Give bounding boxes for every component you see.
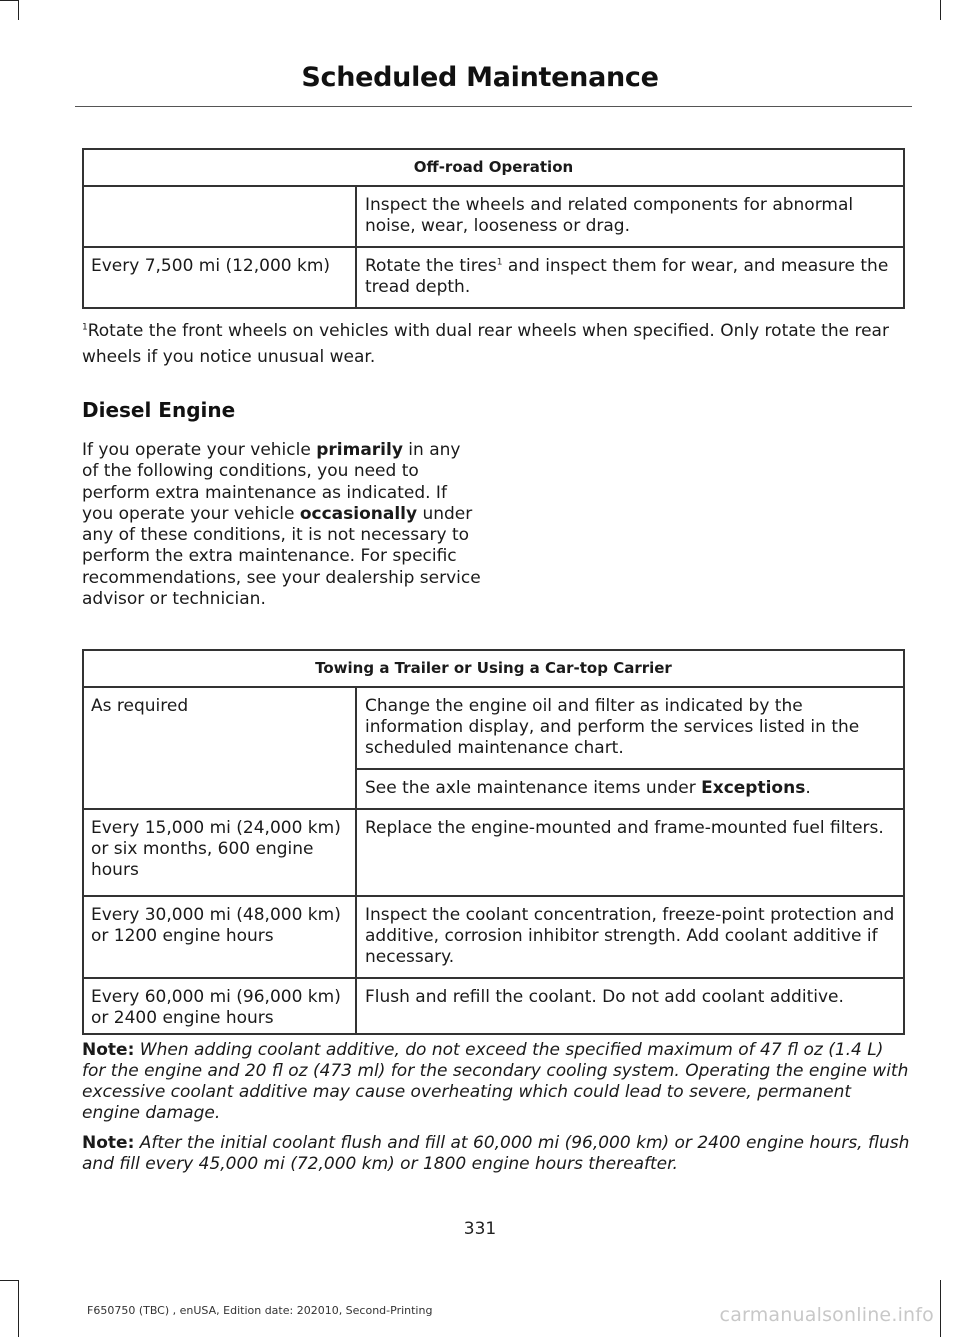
service-cell: Flush and refill the coolant. Do not add coolant additive. <box>356 978 904 1034</box>
intro-text: If you operate your vehicle <box>82 440 317 460</box>
table-row <box>83 978 904 1034</box>
service-cell <box>356 769 904 809</box>
crop-mark <box>940 1280 941 1337</box>
note-text: After the initial coolant flush and fill at 60,000 mi (96,000 km) or 2400 engine hours, flush and fill every 45,000 mi (72,000 km) or 1800 engine hours thereafter. <box>82 1133 910 1174</box>
table-row <box>83 186 904 247</box>
note <box>82 1040 910 1124</box>
offroad-table <box>82 148 905 309</box>
table-row <box>83 247 904 308</box>
crop-mark <box>0 1280 18 1281</box>
watermark: carmanualsonline.info <box>719 1304 934 1326</box>
interval-cell: Every 30,000 mi (48,000 km) or 1200 engine hours <box>83 896 356 978</box>
service-cell: Change the engine oil and filter as indicated by the information display, and perform the services listed in the scheduled maintenance chart. <box>356 687 904 769</box>
crop-mark <box>18 0 19 20</box>
page-number: 331 <box>463 1219 497 1239</box>
interval-cell <box>83 186 356 247</box>
note-text: When adding coolant additive, do not exceed the specified maximum of 47 fl oz (1.4 L) for the engine and 20 fl oz (473 ml) for the secondary cooling system. Operating the engine with excessive coolant additive may cause overheating which could lead to severe, permanent engine damage. <box>82 1040 909 1123</box>
intro-emphasis: primarily <box>316 440 403 460</box>
footnote-marker: 1 <box>496 257 503 268</box>
crop-mark <box>940 0 941 20</box>
interval-cell: Every 7,500 mi (12,000 km) <box>83 247 356 308</box>
intro-text: under any of these conditions, it is not necessary to perform the extra maintenance. For specific recommendations, see your dealership service advisor or technician. <box>82 503 481 610</box>
header-divider <box>75 106 912 107</box>
table-row <box>83 896 904 978</box>
table-row <box>83 809 904 896</box>
table-row <box>83 687 904 769</box>
section-heading: Diesel Engine <box>82 398 236 422</box>
intro-paragraph <box>82 440 482 610</box>
note <box>82 1133 910 1175</box>
crop-mark <box>0 0 18 1</box>
edition-info: F650750 (TBC) , enUSA, Edition date: 202010, Second-Printing <box>87 1304 433 1317</box>
intro-text: in any of the following conditions, you need to perform extra maintenance as indicated. If you operate your vehicle <box>82 440 461 524</box>
towing-table <box>82 649 905 1035</box>
footnote-text: Rotate the front wheels on vehicles with dual rear wheels when specified. Only rotate the rear wheels if you notice unusual wear. <box>82 321 889 367</box>
interval-cell: Every 60,000 mi (96,000 km) or 2400 engine hours <box>83 978 356 1034</box>
table-heading: Off-road Operation <box>83 149 904 186</box>
table-heading: Towing a Trailer or Using a Car-top Carrier <box>83 650 904 687</box>
interval-cell: As required <box>83 687 356 809</box>
intro-emphasis: occasionally <box>299 503 418 524</box>
footnote-marker: 1 <box>82 322 88 333</box>
service-cell: Inspect the coolant concentration, freeze-point protection and additive, corrosion inhibitor strength. Add coolant additive if necessary. <box>356 896 904 978</box>
service-cell: Replace the engine-mounted and frame-mounted fuel filters. <box>356 809 904 896</box>
service-text: . <box>805 778 811 798</box>
service-cell <box>356 247 904 308</box>
footnote <box>82 318 912 370</box>
page-title: Scheduled Maintenance <box>301 62 659 93</box>
service-text: and inspect them for wear, and measure the tread depth. <box>365 256 889 297</box>
note-label: Note: <box>82 1040 135 1060</box>
service-text: See the axle maintenance items under <box>365 778 702 798</box>
service-cell: Inspect the wheels and related components for abnormal noise, wear, looseness or drag. <box>356 186 904 247</box>
interval-cell: Every 15,000 mi (24,000 km) or six months, 600 engine hours <box>83 809 356 896</box>
cross-reference: Exceptions <box>701 778 806 798</box>
service-text: Rotate the tires <box>365 256 497 276</box>
note-label: Note: <box>82 1133 135 1153</box>
crop-mark <box>18 1280 19 1337</box>
